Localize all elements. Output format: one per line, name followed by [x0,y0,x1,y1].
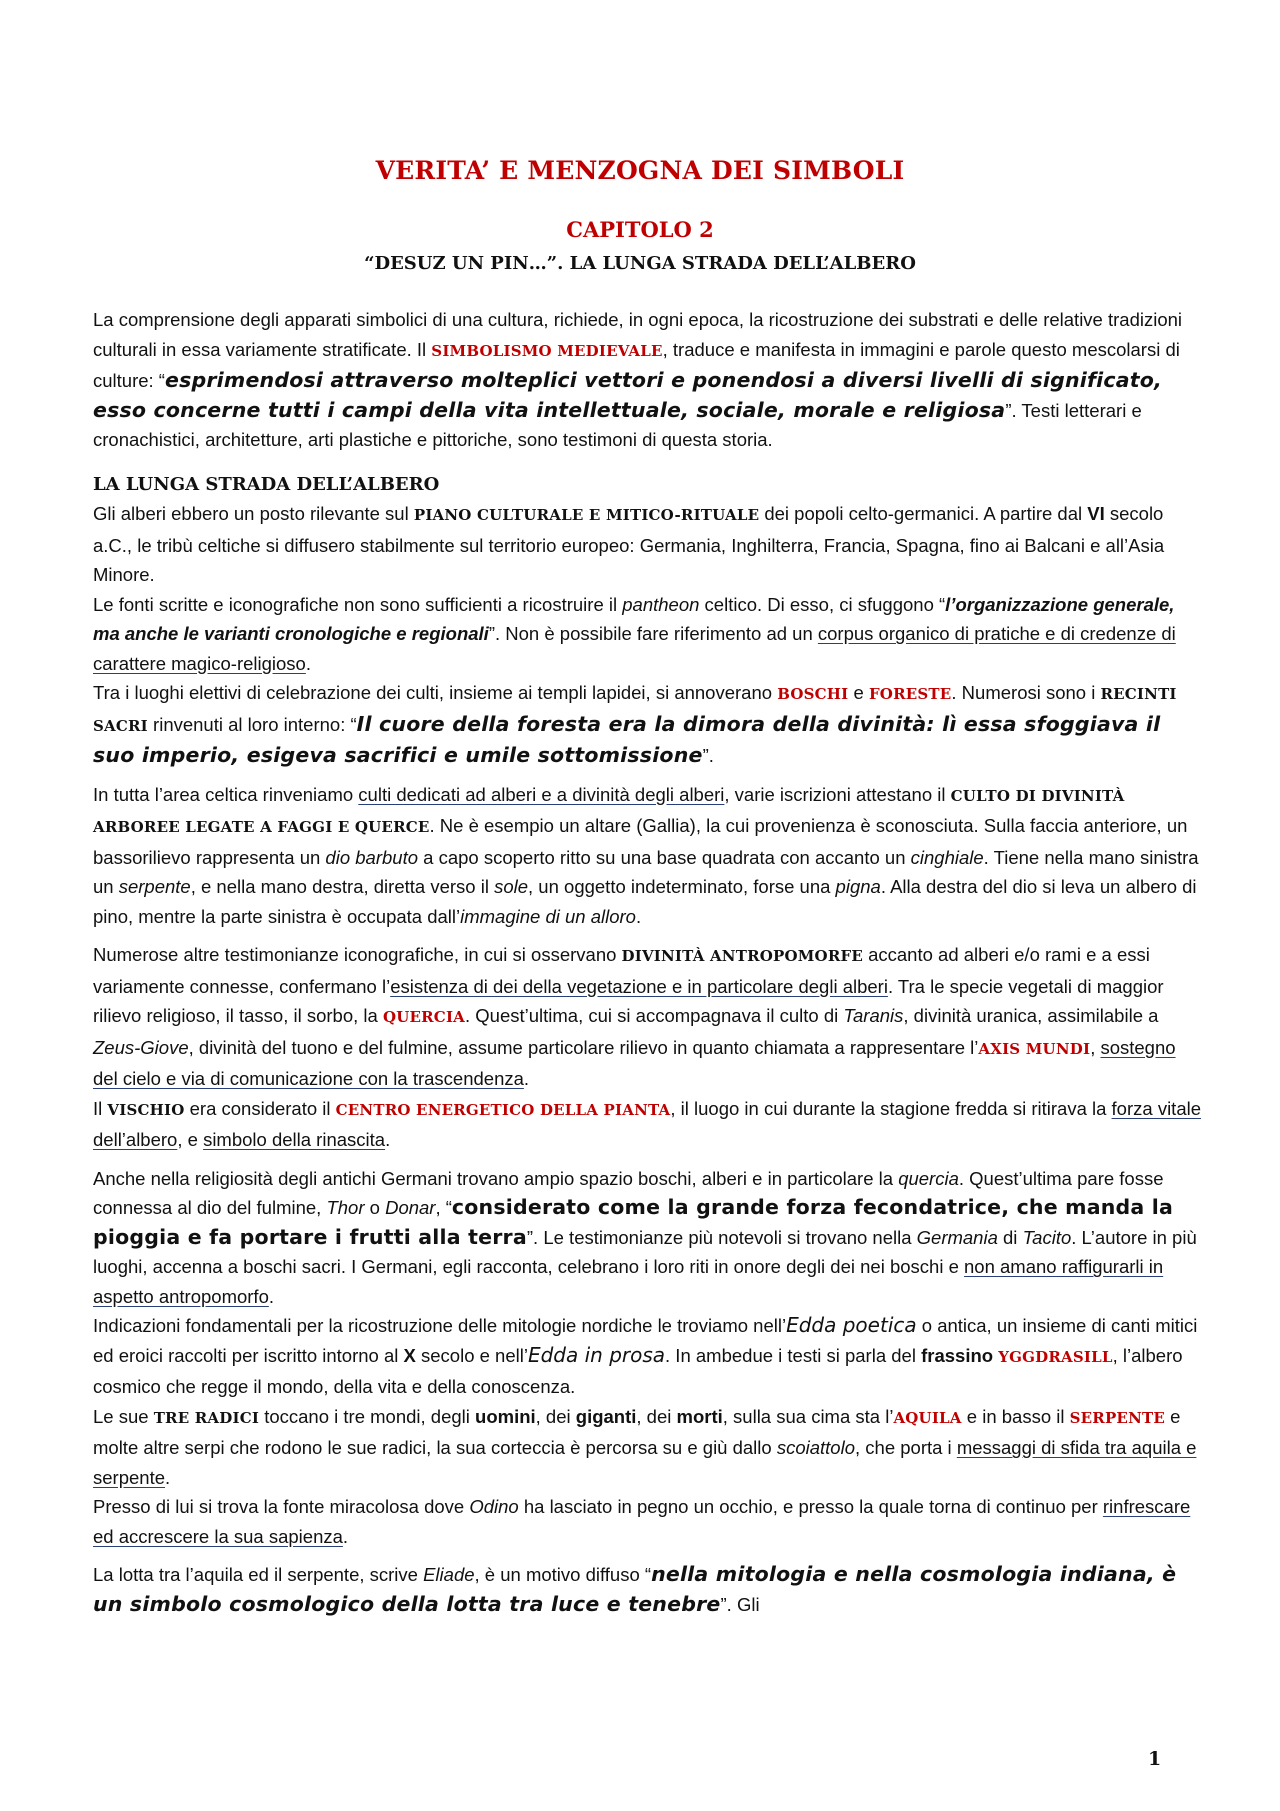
keyword: FORESTE [868,685,952,703]
text: ”. [702,745,714,766]
text: o [364,1197,386,1218]
text: , sulla sua cima sta l’ [722,1405,894,1427]
text: Il [93,1097,108,1119]
keyword: QUERCIA [382,1008,465,1026]
text: Presso di lui si trova la fonte miracolosa dove [93,1496,470,1517]
text: . In ambedue i testi si parla del [665,1344,922,1366]
italic-text: scoiattolo [776,1437,855,1458]
text: Gli alberi ebbero un posto rilevante sul [93,503,414,524]
text: . Quest’ultima pare fosse connessa al dio del fulmine, [93,1167,1164,1218]
underlined-text: esistenza di dei della vegetazione e in particolare degli alberi [390,975,888,997]
text: . [268,1285,274,1307]
text: , divinità del tuono e del fulmine, assume particolare rilievo in quanto chiamata a rappresentare l’ [188,1036,979,1058]
text: . Quest’ultima, cui si accompagnava il culto di [465,1005,844,1026]
bold-text: morti [676,1405,723,1427]
text: , dei [636,1405,677,1427]
chapter-heading: CAPITOLO 2 [566,217,714,242]
keyword: CULTO DI DIVINITÀ ARBOREE LEGATE A FAGGI E QUERCE [93,786,1125,836]
text: ha lasciato in pegno un occhio, e presso la quale torna di continuo per [518,1496,1103,1517]
bold-text: frassino [921,1344,994,1366]
text: , traduce e manifesta in immagini e parole questo mescolarsi di culture: “ [93,338,1180,391]
section-heading [93,469,1203,500]
keyword: BOSCHI [777,685,849,703]
text: e [848,682,869,703]
text: . [165,1466,171,1488]
keyword: SIMBOLISMO MEDIEVALE [431,341,663,360]
text: secolo a.C., le tribù celtiche si diffusero stabilmente sul territorio europeo: Germania, Inghilterra, Francia, Spagna, fino ai Balcani e all’Asia Minore. [93,503,1165,585]
page-number: 1 [1148,1748,1162,1770]
text: secolo e nell’ [415,1344,528,1366]
text: La lotta tra l’aquila ed il serpente, scrive [93,1564,424,1585]
italic-text: Tacito [1022,1226,1072,1248]
text: . [523,1068,530,1089]
paragraph-roots [93,1402,1203,1493]
text: di [997,1226,1023,1248]
italic-text: cinghiale [910,846,984,868]
text: , e nella mano destra, diretta verso il [190,876,495,897]
quote: esprimendosi attraverso molteplici vettori e ponendosi a diversi livelli di significato, esso concerne tutti i campi della vita intellettuale, sociale, morale e religiosa [93,368,1163,422]
text: celtico. Di esso, ci sfuggono “ [699,593,946,615]
text: ”. Non è possibile fare riferimento ad un [488,623,818,644]
italic-text: pigna [835,876,881,897]
text: , divinità uranica, assimilabile a [903,1005,1159,1026]
text: , il luogo in cui durante la stagione fredda si ritirava la [670,1097,1112,1119]
text: , [1090,1036,1101,1058]
italic-text: immagine di un alloro [460,905,636,927]
text: , varie iscrizioni attestano il [724,783,951,805]
text: , “ [435,1197,452,1218]
text: ”. Gli [720,1593,760,1615]
text: , e [177,1129,204,1150]
text: Le sue [93,1405,154,1427]
italic-text: Odino [469,1496,519,1517]
text: . Tiene nella mano sinistra un [93,846,1199,897]
italic-text: pantheon [622,593,700,615]
keyword: YGGDRASILL [998,1347,1113,1366]
italic-text: sole [494,876,529,897]
text: rinvenuti al loro interno: “ [147,713,357,735]
bold-text: giganti [575,1405,637,1427]
text: era considerato il [184,1097,336,1119]
quote: Il cuore della foresta era la dimora della divinità: lì essa sfoggiava il suo imperio, esigeva sacrifici e umile sottomissione [93,711,1161,767]
underlined-text: corpus organico di pratiche e di credenze di carattere magico-religioso [93,623,1176,674]
body-text [93,305,1203,1619]
keyword: DIVINITÀ ANTROPOMORFE [621,947,863,965]
text: La comprensione degli apparati simbolici di una cultura, richiede, in ogni epoca, la ricostruzione dei substrati e delle relative tradizioni culturali in essa variamente stratificate. Il [93,309,1183,360]
text: . [635,905,642,927]
text: Numerose altre testimonianze iconografiche, in cui si osservano [93,944,622,965]
text: In tutta l’area celtica rinveniamo [93,783,359,805]
italic-text: serpente [118,876,191,897]
italic-text: dio barbuto [325,846,418,868]
paragraph-celtic-cults [93,780,1203,932]
keyword: AXIS MUNDI [978,1039,1091,1058]
text: e in basso il [961,1405,1070,1427]
paragraph-anthropomorphic [93,940,1203,1094]
document-title: VERITA’ E MENZOGNA DEI SIMBOLI [375,156,905,185]
text: Anche nella religiosità degli antichi Germani trovano ampio spazio boschi, alberi e in particolare la [93,1167,899,1189]
paragraph-germans [93,1164,1203,1312]
underlined-text: rinfrescare ed accrescere la sua sapienza [93,1496,1191,1547]
chapter-subtitle: “DESUZ UN PIN…”. LA LUNGA STRADA DELL’ALBERO [364,253,916,274]
italic-text: Zeus-Giove [93,1036,189,1058]
underlined-text: non amano raffigurarli in aspetto antropomorfo [93,1256,1164,1307]
bold-text: uomini [475,1405,536,1427]
text: , è un motivo diffuso “ [474,1564,652,1585]
text: accanto ad alberi e/o rami e a essi variamente connesse, confermano l’ [93,944,1150,997]
italic-text: Edda poetica [786,1313,917,1337]
text: o antica, un insieme di canti mitici ed eroici raccolti per iscritto intorno al [93,1315,1198,1366]
underlined-text: culti dedicati ad alberi e a divinità degli alberi [358,783,725,805]
text: dei popoli celto-germanici. A partire dal [759,503,1088,524]
italic-text: Eliade [423,1564,475,1585]
text: . L’autore in più luoghi, accenna a boschi sacri. I Germani, egli racconta, celebrano i loro riti in onore degli dei nei boschi e [93,1226,1197,1277]
paragraph-odin [93,1492,1203,1551]
text: . [385,1129,391,1150]
underlined-text: forza vitale dell’albero [93,1097,1202,1150]
keyword: TRE RADICI [153,1408,260,1427]
bold-text: VI [1087,503,1105,524]
paragraph-intro [93,305,1203,455]
text: Le fonti scritte e iconografiche non sono sufficienti a ricostruire il [93,593,623,615]
text: , dei [535,1405,576,1427]
underlined-text: messaggi di sfida tra aquila e serpente [93,1437,1197,1488]
text: , un oggetto indeterminato, forse una [528,876,836,897]
italic-text: Donar [385,1197,436,1218]
bold-text: X [403,1344,416,1366]
keyword: PIANO CULTURALE E MITICO-RITUALE [413,506,760,524]
italic-text: Edda in prosa [527,1342,666,1367]
paragraph-trees [93,499,1203,590]
text: ”. Le testimonianze più notevoli si trovano nella [526,1226,917,1248]
paragraph-forests [93,678,1203,771]
underlined-text: simbolo della rinascita [203,1129,386,1150]
text: e molte altre serpi che rodono le sue radici, la sua corteccia è percorsa su e giù dallo [93,1405,1181,1458]
italic-text: Taranis [843,1005,904,1026]
keyword: AQUILA [893,1408,962,1427]
paragraph-edda [93,1311,1203,1402]
italic-text: quercia [898,1167,959,1189]
text: ”. Testi letterari e cronachistici, architetture, arti plastiche e pittoriche, sono testimoni di questa storia. [93,399,1142,450]
text: a capo scoperto ritto su una base quadrata con accanto un [418,846,911,868]
text: . [342,1525,349,1547]
text: . [305,652,311,674]
text: . Ne è esempio un altare (Gallia), la cui provenienza è sconosciuta. Sulla faccia anteriore, un bassorilievo rappresenta un [93,815,1188,868]
italic-text: Thor [326,1197,365,1218]
text: Tra i luoghi elettivi di celebrazione dei culti, insieme ai templi lapidei, si annoverano [93,682,778,703]
paragraph-mistletoe [93,1094,1203,1155]
text: , che porta i [855,1437,957,1458]
text: toccano i tre mondi, degli [259,1405,476,1427]
keyword: RECINTI SACRI [93,685,1177,735]
italic-text: Germania [916,1226,998,1248]
quote: considerato come la grande forza fecondatrice, che manda la pioggia e fa portare i frutti alla terra [93,1195,1174,1249]
text: . Numerosi sono i [951,682,1101,703]
section-heading-text: LA LUNGA STRADA DELL’ALBERO [93,473,440,495]
text: , l’albero cosmico che regge il mondo, della vita e della conoscenza. [93,1344,1183,1397]
paragraph-eliade [93,1560,1203,1619]
text: . Alla destra del dio si leva un albero di pino, mentre la parte sinistra è occupata dall’ [93,876,1197,927]
underlined-text: sostegno del cielo e via di comunicazione con la trascendenza [93,1036,1176,1089]
bold-italic-text: l’organizzazione generale, ma anche le varianti cronologiche e regionali [93,593,1175,644]
text: Indicazioni fondamentali per la ricostruzione delle mitologie nordiche le troviamo nell’ [93,1315,787,1336]
paragraph-sources [93,590,1203,679]
text: . Tra le specie vegetali di maggior rilievo religioso, il tasso, il sorbo, la [93,975,1164,1026]
keyword: VISCHIO [107,1100,185,1119]
keyword: SERPENTE [1069,1408,1165,1427]
quote: nella mitologia e nella cosmologia indiana, è un simbolo cosmologico della lotta tra luce e tenebre [93,1562,1177,1616]
keyword: CENTRO ENERGETICO DELLA PIANTA [335,1100,671,1119]
